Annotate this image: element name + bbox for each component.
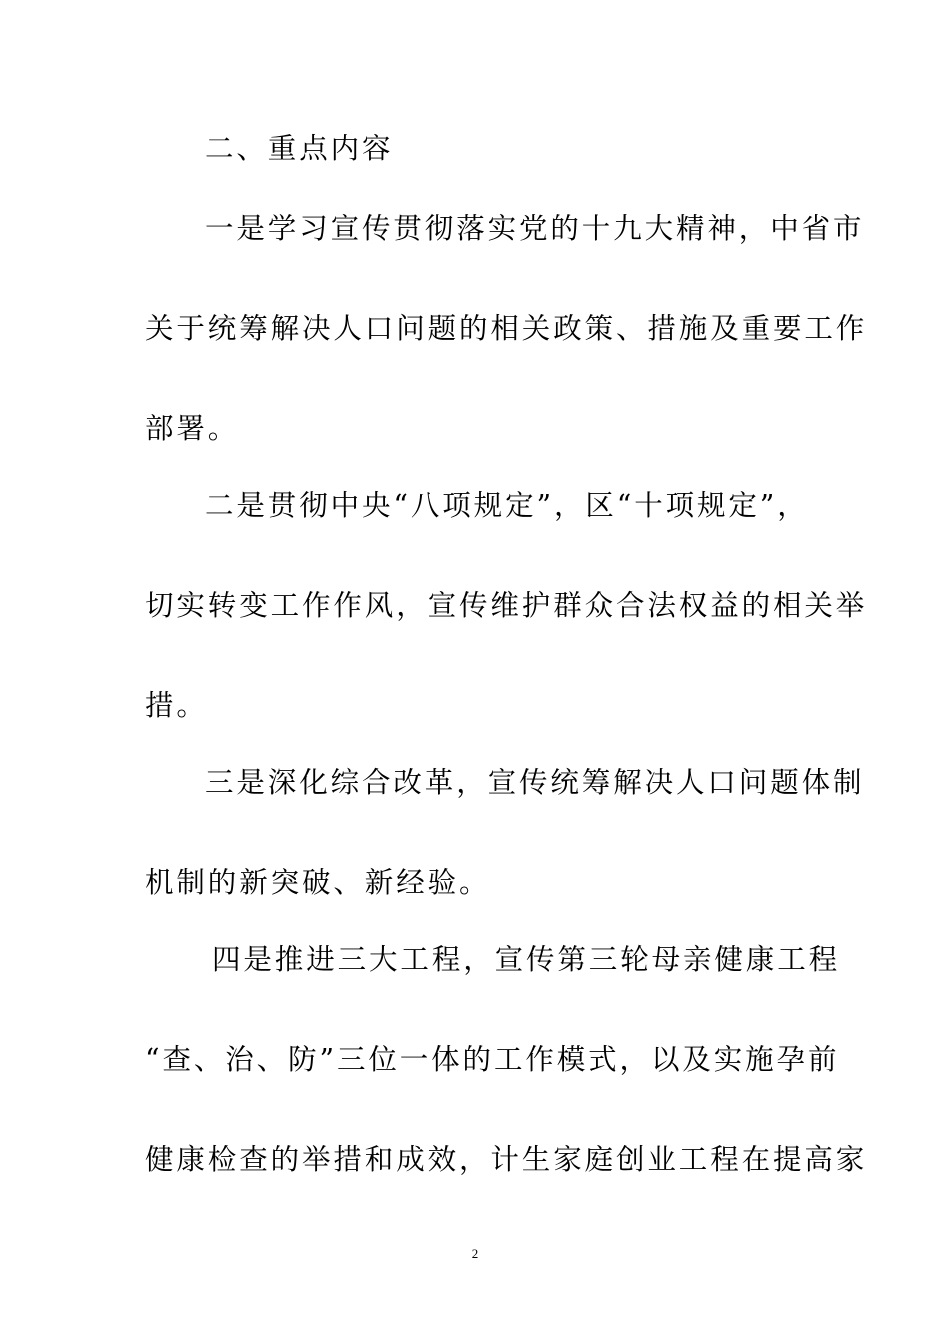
paragraph-line: 切实转变工作作风，宣传维护群众合法权益的相关举 [145, 589, 868, 622]
paragraph-line: 三是深化综合改革，宣传统筹解决人口问题体制 [205, 766, 865, 799]
section-heading: 二、重点内容 [205, 132, 394, 165]
paragraph-line: 四是推进三大工程，宣传第三轮母亲健康工程 [212, 943, 841, 976]
paragraph-line: 关于统筹解决人口问题的相关政策、措施及重要工作 [145, 312, 868, 345]
paragraph-line: 机制的新突破、新经验。 [145, 866, 491, 899]
paragraph-line: 一是学习宣传贯彻落实党的十九大精神，中省市 [205, 212, 865, 245]
paragraph-line: 措。 [145, 689, 208, 722]
page-number: 2 [471, 1246, 479, 1261]
paragraph-line: 健康检查的举措和成效，计生家庭创业工程在提高家 [145, 1143, 868, 1176]
paragraph-line: “查、治、防”三位一体的工作模式，以及实施孕前 [145, 1043, 840, 1076]
paragraph-line: 二是贯彻中央“八项规定”，区“十项规定”， [205, 489, 809, 522]
paragraph-line: 部署。 [145, 412, 240, 445]
